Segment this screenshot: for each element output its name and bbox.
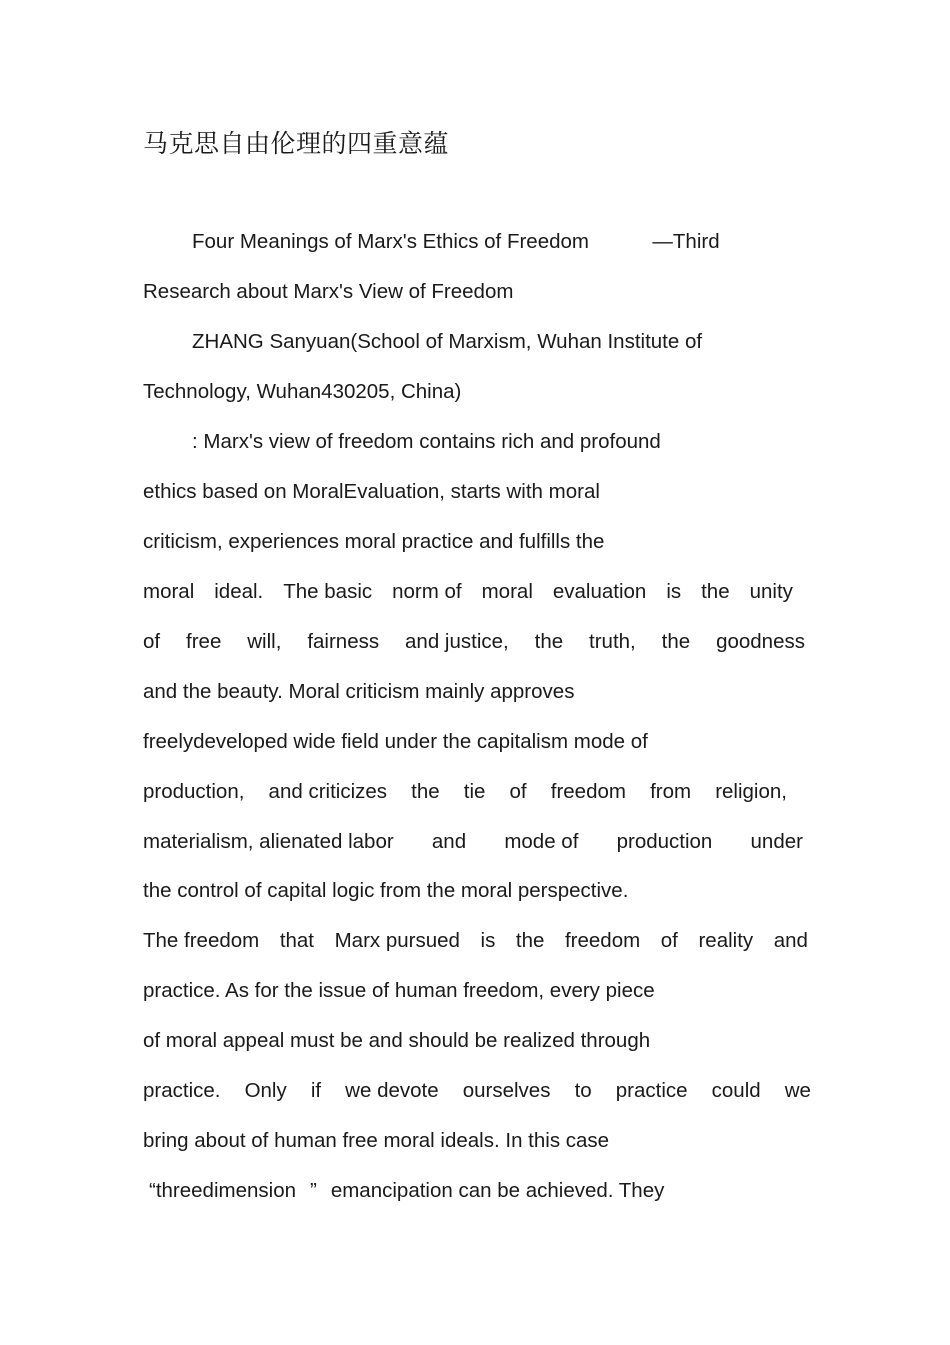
- quoted-term: threedimension: [155, 1179, 296, 1202]
- word: and justice,: [405, 630, 509, 653]
- abstract-line: [143, 780, 787, 804]
- abstract-line: [143, 1079, 811, 1103]
- word: of: [509, 780, 527, 803]
- word: of: [143, 630, 161, 653]
- word: that: [279, 929, 315, 952]
- word: to: [574, 1079, 592, 1102]
- word: production: [616, 830, 713, 853]
- abstract-line: [143, 580, 793, 604]
- word: practice.: [143, 1079, 221, 1102]
- abstract-line: of moral appeal must be and should be realized through: [143, 1029, 651, 1052]
- word: under: [750, 830, 803, 853]
- abstract-line: [149, 1179, 664, 1203]
- word: of: [660, 929, 678, 952]
- english-title-line: [192, 230, 720, 254]
- word: materialism, alienated labor: [143, 830, 394, 853]
- word: we: [784, 1079, 811, 1102]
- word: The basic: [283, 580, 373, 603]
- page-title: 马克思自由伦理的四重意蕴: [143, 129, 450, 158]
- word: goodness: [716, 630, 805, 653]
- english-title-continuation: Research about Marx's View of Freedom: [143, 280, 514, 303]
- abstract-line: and the beauty. Moral criticism mainly approves: [143, 680, 575, 703]
- word: the: [661, 630, 691, 653]
- word: religion,: [715, 780, 787, 803]
- word: ourselves: [462, 1079, 551, 1102]
- abstract-line: bring about of human free moral ideals. In this case: [143, 1129, 610, 1152]
- word: moral: [481, 580, 533, 603]
- word: ideal.: [214, 580, 264, 603]
- word: norm of: [392, 580, 462, 603]
- author-line-2: Technology, Wuhan430205, China): [143, 380, 462, 403]
- word: will,: [247, 630, 282, 653]
- word: could: [711, 1079, 761, 1102]
- english-title-main: Four Meanings of Marx's Ethics of Freedom: [192, 230, 589, 253]
- word: freedom: [550, 780, 626, 803]
- abstract-line: practice. As for the issue of human freedom, every piece: [143, 979, 655, 1002]
- word: mode of: [504, 830, 579, 853]
- word: the: [701, 580, 730, 603]
- abstract-line: criticism, experiences moral practice and fulfills the: [143, 530, 605, 553]
- word: truth,: [589, 630, 636, 653]
- abstract-line: [143, 929, 808, 953]
- word: the: [515, 929, 545, 952]
- word: Marx pursued: [334, 929, 460, 952]
- word: Only: [244, 1079, 287, 1102]
- abstract-line: : Marx's view of freedom contains rich and profound: [192, 430, 661, 453]
- word: if: [310, 1079, 322, 1102]
- word: the: [534, 630, 564, 653]
- word: is: [480, 929, 496, 952]
- word: is: [666, 580, 682, 603]
- abstract-line: [143, 830, 803, 854]
- word: tie: [463, 780, 486, 803]
- word: The freedom: [143, 929, 260, 952]
- open-quote: “: [149, 1179, 156, 1202]
- abstract-line: [143, 630, 805, 654]
- word: production,: [143, 780, 245, 803]
- abstract-line: freelydeveloped wide field under the capitalism mode of: [143, 730, 648, 753]
- word: practice: [615, 1079, 688, 1102]
- word: evaluation: [552, 580, 647, 603]
- close-quote: ”: [310, 1179, 317, 1202]
- abstract-line: ethics based on MoralEvaluation, starts with moral: [143, 480, 600, 503]
- word: and criticizes: [268, 780, 388, 803]
- line-rest: emancipation can be achieved. They: [330, 1179, 665, 1202]
- word: from: [650, 780, 692, 803]
- abstract-line: the control of capital logic from the moral perspective.: [143, 879, 629, 902]
- word: moral: [143, 580, 195, 603]
- english-title-sub: —Third: [652, 230, 720, 253]
- word: reality: [698, 929, 754, 952]
- word: and: [431, 830, 467, 853]
- word: the: [411, 780, 440, 803]
- word: unity: [749, 580, 793, 603]
- author-line-1: ZHANG Sanyuan(School of Marxism, Wuhan Institute of: [192, 330, 703, 353]
- word: freedom: [564, 929, 641, 952]
- word: we devote: [345, 1079, 439, 1102]
- word: fairness: [307, 630, 380, 653]
- word: free: [186, 630, 222, 653]
- word: and: [773, 929, 808, 952]
